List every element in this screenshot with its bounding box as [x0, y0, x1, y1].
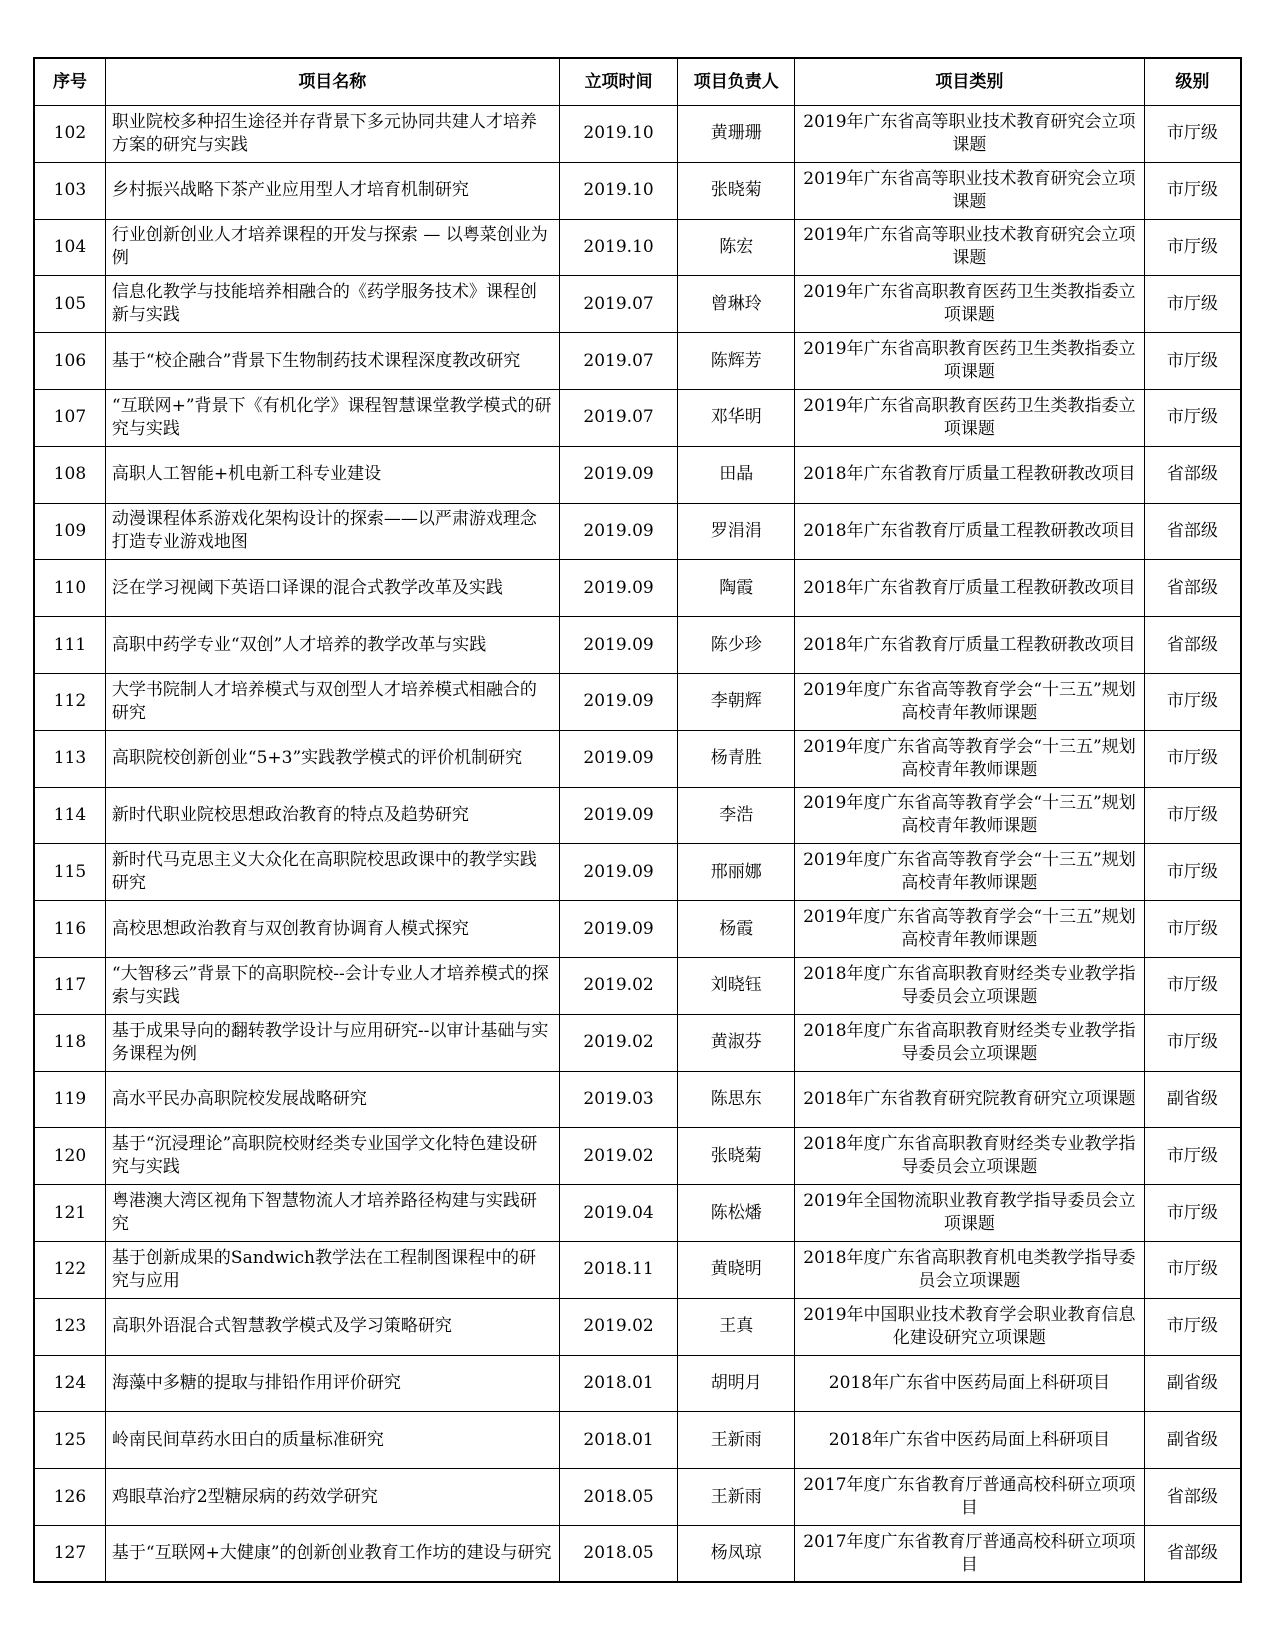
cell-category: 2019年中国职业技术教育学会职业教育信息化建设研究立项课题	[795, 1298, 1145, 1355]
cell-level: 省部级	[1144, 1525, 1241, 1582]
cell-date: 2019.09	[559, 730, 678, 787]
table-row	[34, 1128, 1241, 1185]
cell-leader: 张晓菊	[678, 1128, 795, 1185]
cell-date: 2019.02	[559, 1128, 678, 1185]
cell-leader: 李浩	[678, 787, 795, 844]
cell-seq: 127	[34, 1525, 105, 1582]
cell-level: 市厅级	[1144, 957, 1241, 1014]
cell-level: 省部级	[1144, 1469, 1241, 1526]
table-row	[34, 162, 1241, 219]
cell-seq: 122	[34, 1241, 105, 1298]
table-row	[34, 1525, 1241, 1582]
cell-date: 2019.02	[559, 1014, 678, 1071]
cell-level: 市厅级	[1144, 1298, 1241, 1355]
table-row	[34, 673, 1241, 730]
cell-category: 2019年广东省高等职业技术教育研究会立项课题	[795, 162, 1145, 219]
table-body	[34, 106, 1241, 1583]
cell-date: 2018.01	[559, 1412, 678, 1469]
cell-date: 2019.10	[559, 162, 678, 219]
cell-level: 市厅级	[1144, 389, 1241, 446]
cell-project-name: 高职外语混合式智慧教学模式及学习策略研究	[105, 1298, 559, 1355]
table-row	[34, 1241, 1241, 1298]
cell-leader: 杨霞	[678, 901, 795, 958]
cell-date: 2019.09	[559, 617, 678, 674]
cell-project-name: 新时代马克思主义大众化在高职院校思政课中的教学实践研究	[105, 844, 559, 901]
cell-category: 2019年广东省高职教育医药卫生类教指委立项课题	[795, 389, 1145, 446]
cell-level: 市厅级	[1144, 162, 1241, 219]
table-row	[34, 901, 1241, 958]
cell-level: 省部级	[1144, 503, 1241, 560]
cell-level: 市厅级	[1144, 1014, 1241, 1071]
cell-leader: 胡明月	[678, 1355, 795, 1412]
cell-category: 2018年广东省教育厅质量工程教研教改项目	[795, 503, 1145, 560]
cell-level: 市厅级	[1144, 333, 1241, 390]
cell-leader: 王新雨	[678, 1412, 795, 1469]
table-row	[34, 1014, 1241, 1071]
cell-seq: 115	[34, 844, 105, 901]
cell-seq: 116	[34, 901, 105, 958]
cell-category: 2019年广东省高职教育医药卫生类教指委立项课题	[795, 333, 1145, 390]
cell-category: 2018年广东省中医药局面上科研项目	[795, 1355, 1145, 1412]
cell-category: 2019年度广东省高等教育学会“十三五”规划高校青年教师课题	[795, 673, 1145, 730]
cell-leader: 陶霞	[678, 560, 795, 617]
cell-category: 2017年度广东省教育厅普通高校科研立项项目	[795, 1469, 1145, 1526]
cell-date: 2019.09	[559, 787, 678, 844]
cell-leader: 张晓菊	[678, 162, 795, 219]
cell-level: 市厅级	[1144, 673, 1241, 730]
cell-leader: 王真	[678, 1298, 795, 1355]
cell-category: 2018年度广东省高职教育财经类专业教学指导委员会立项课题	[795, 1128, 1145, 1185]
cell-project-name: 基于“互联网+大健康”的创新创业教育工作坊的建设与研究	[105, 1525, 559, 1582]
cell-seq: 117	[34, 957, 105, 1014]
cell-level: 副省级	[1144, 1412, 1241, 1469]
cell-date: 2019.03	[559, 1071, 678, 1128]
table-header-row	[34, 58, 1241, 106]
cell-category: 2018年广东省教育厅质量工程教研教改项目	[795, 446, 1145, 503]
cell-project-name: 信息化教学与技能培养相融合的《药学服务技术》课程创新与实践	[105, 276, 559, 333]
cell-project-name: 粤港澳大湾区视角下智慧物流人才培养路径构建与实践研究	[105, 1185, 559, 1242]
header-level: 级别	[1144, 58, 1241, 106]
cell-seq: 103	[34, 162, 105, 219]
cell-level: 市厅级	[1144, 1128, 1241, 1185]
cell-date: 2019.07	[559, 389, 678, 446]
cell-leader: 陈少珍	[678, 617, 795, 674]
cell-seq: 118	[34, 1014, 105, 1071]
cell-date: 2019.02	[559, 957, 678, 1014]
cell-category: 2018年度广东省高职教育财经类专业教学指导委员会立项课题	[795, 1014, 1145, 1071]
cell-category: 2019年广东省高职教育医药卫生类教指委立项课题	[795, 276, 1145, 333]
cell-seq: 104	[34, 219, 105, 276]
table-row	[34, 446, 1241, 503]
cell-seq: 109	[34, 503, 105, 560]
header-leader: 项目负责人	[678, 58, 795, 106]
cell-seq: 102	[34, 106, 105, 163]
cell-leader: 陈宏	[678, 219, 795, 276]
cell-level: 省部级	[1144, 560, 1241, 617]
cell-leader: 杨青胜	[678, 730, 795, 787]
cell-leader: 曾琳玲	[678, 276, 795, 333]
cell-leader: 陈思东	[678, 1071, 795, 1128]
cell-category: 2018年度广东省高职教育机电类教学指导委员会立项课题	[795, 1241, 1145, 1298]
header-date: 立项时间	[559, 58, 678, 106]
cell-leader: 王新雨	[678, 1469, 795, 1526]
cell-project-name: 基于成果导向的翻转教学设计与应用研究--以审计基础与实务课程为例	[105, 1014, 559, 1071]
table-row	[34, 389, 1241, 446]
cell-date: 2019.09	[559, 560, 678, 617]
cell-leader: 黄晓明	[678, 1241, 795, 1298]
header-name: 项目名称	[105, 58, 559, 106]
cell-leader: 陈松燔	[678, 1185, 795, 1242]
header-category: 项目类别	[795, 58, 1145, 106]
cell-leader: 杨凤琼	[678, 1525, 795, 1582]
table-row	[34, 957, 1241, 1014]
cell-level: 省部级	[1144, 617, 1241, 674]
cell-level: 市厅级	[1144, 106, 1241, 163]
cell-project-name: 泛在学习视阈下英语口译课的混合式教学改革及实践	[105, 560, 559, 617]
table-row	[34, 503, 1241, 560]
table-row	[34, 844, 1241, 901]
cell-seq: 110	[34, 560, 105, 617]
cell-project-name: 职业院校多种招生途径并存背景下多元协同共建人才培养方案的研究与实践	[105, 106, 559, 163]
cell-project-name: “大智移云”背景下的高职院校--会计专业人才培养模式的探索与实践	[105, 957, 559, 1014]
cell-date: 2019.09	[559, 446, 678, 503]
table-row	[34, 787, 1241, 844]
cell-category: 2019年度广东省高等教育学会“十三五”规划高校青年教师课题	[795, 844, 1145, 901]
table-row	[34, 219, 1241, 276]
cell-level: 市厅级	[1144, 730, 1241, 787]
cell-project-name: 高校思想政治教育与双创教育协调育人模式探究	[105, 901, 559, 958]
cell-leader: 邓华明	[678, 389, 795, 446]
cell-project-name: 高职中药学专业“双创”人才培养的教学改革与实践	[105, 617, 559, 674]
cell-category: 2019年度广东省高等教育学会“十三五”规划高校青年教师课题	[795, 901, 1145, 958]
cell-date: 2019.09	[559, 901, 678, 958]
cell-project-name: 新时代职业院校思想政治教育的特点及趋势研究	[105, 787, 559, 844]
cell-category: 2017年度广东省教育厅普通高校科研立项项目	[795, 1525, 1145, 1582]
cell-project-name: 大学书院制人才培养模式与双创型人才培养模式相融合的研究	[105, 673, 559, 730]
cell-project-name: 行业创新创业人才培养课程的开发与探索 — 以粤菜创业为例	[105, 219, 559, 276]
cell-seq: 108	[34, 446, 105, 503]
cell-seq: 112	[34, 673, 105, 730]
cell-category: 2018年广东省教育研究院教育研究立项课题	[795, 1071, 1145, 1128]
cell-leader: 罗涓涓	[678, 503, 795, 560]
cell-date: 2019.02	[559, 1298, 678, 1355]
cell-level: 市厅级	[1144, 1185, 1241, 1242]
cell-date: 2018.01	[559, 1355, 678, 1412]
cell-seq: 124	[34, 1355, 105, 1412]
cell-date: 2019.07	[559, 276, 678, 333]
cell-level: 副省级	[1144, 1355, 1241, 1412]
cell-seq: 114	[34, 787, 105, 844]
table-row	[34, 1185, 1241, 1242]
cell-seq: 111	[34, 617, 105, 674]
cell-date: 2019.09	[559, 503, 678, 560]
table-row	[34, 560, 1241, 617]
cell-seq: 113	[34, 730, 105, 787]
cell-category: 2019年广东省高等职业技术教育研究会立项课题	[795, 106, 1145, 163]
cell-project-name: 动漫课程体系游戏化架构设计的探索——以严肃游戏理念打造专业游戏地图	[105, 503, 559, 560]
cell-leader: 黄淑芬	[678, 1014, 795, 1071]
cell-project-name: 基于创新成果的Sandwich教学法在工程制图课程中的研究与应用	[105, 1241, 559, 1298]
table-row	[34, 1071, 1241, 1128]
cell-level: 省部级	[1144, 446, 1241, 503]
cell-level: 副省级	[1144, 1071, 1241, 1128]
cell-project-name: 基于“沉浸理论”高职院校财经类专业国学文化特色建设研究与实践	[105, 1128, 559, 1185]
cell-seq: 126	[34, 1469, 105, 1526]
table-row	[34, 1298, 1241, 1355]
cell-category: 2018年广东省教育厅质量工程教研教改项目	[795, 617, 1145, 674]
cell-project-name: 海藻中多糖的提取与排铅作用评价研究	[105, 1355, 559, 1412]
cell-leader: 邢丽娜	[678, 844, 795, 901]
table-row	[34, 333, 1241, 390]
cell-date: 2018.05	[559, 1525, 678, 1582]
cell-date: 2019.10	[559, 106, 678, 163]
cell-category: 2018年广东省教育厅质量工程教研教改项目	[795, 560, 1145, 617]
cell-level: 市厅级	[1144, 276, 1241, 333]
cell-category: 2019年度广东省高等教育学会“十三五”规划高校青年教师课题	[795, 787, 1145, 844]
cell-leader: 刘晓钰	[678, 957, 795, 1014]
cell-level: 市厅级	[1144, 844, 1241, 901]
cell-category: 2018年度广东省高职教育财经类专业教学指导委员会立项课题	[795, 957, 1145, 1014]
cell-leader: 黄珊珊	[678, 106, 795, 163]
table-row	[34, 106, 1241, 163]
cell-project-name: “互联网+”背景下《有机化学》课程智慧课堂教学模式的研究与实践	[105, 389, 559, 446]
cell-leader: 陈辉芳	[678, 333, 795, 390]
table-row	[34, 1412, 1241, 1469]
cell-seq: 123	[34, 1298, 105, 1355]
cell-leader: 田晶	[678, 446, 795, 503]
cell-project-name: 高职人工智能+机电新工科专业建设	[105, 446, 559, 503]
cell-project-name: 高职院校创新创业“5+3”实践教学模式的评价机制研究	[105, 730, 559, 787]
cell-level: 市厅级	[1144, 901, 1241, 958]
cell-project-name: 高水平民办高职院校发展战略研究	[105, 1071, 559, 1128]
cell-seq: 120	[34, 1128, 105, 1185]
cell-seq: 105	[34, 276, 105, 333]
cell-category: 2018年广东省中医药局面上科研项目	[795, 1412, 1145, 1469]
cell-project-name: 岭南民间草药水田白的质量标准研究	[105, 1412, 559, 1469]
cell-date: 2018.11	[559, 1241, 678, 1298]
cell-date: 2018.05	[559, 1469, 678, 1526]
cell-date: 2019.09	[559, 673, 678, 730]
cell-project-name: 乡村振兴战略下茶产业应用型人才培育机制研究	[105, 162, 559, 219]
table-row	[34, 1355, 1241, 1412]
cell-category: 2019年广东省高等职业技术教育研究会立项课题	[795, 219, 1145, 276]
cell-category: 2019年度广东省高等教育学会“十三五”规划高校青年教师课题	[795, 730, 1145, 787]
project-table	[33, 57, 1242, 1583]
cell-seq: 107	[34, 389, 105, 446]
cell-date: 2019.10	[559, 219, 678, 276]
cell-date: 2019.04	[559, 1185, 678, 1242]
cell-seq: 121	[34, 1185, 105, 1242]
cell-date: 2019.07	[559, 333, 678, 390]
table-row	[34, 276, 1241, 333]
cell-level: 市厅级	[1144, 1241, 1241, 1298]
cell-project-name: 基于“校企融合”背景下生物制药技术课程深度教改研究	[105, 333, 559, 390]
cell-level: 市厅级	[1144, 787, 1241, 844]
cell-date: 2019.09	[559, 844, 678, 901]
table-row	[34, 730, 1241, 787]
header-seq: 序号	[34, 58, 105, 106]
table-row	[34, 617, 1241, 674]
cell-project-name: 鸡眼草治疗2型糖尿病的药效学研究	[105, 1469, 559, 1526]
cell-level: 市厅级	[1144, 219, 1241, 276]
cell-seq: 119	[34, 1071, 105, 1128]
cell-leader: 李朝辉	[678, 673, 795, 730]
cell-category: 2019年全国物流职业教育教学指导委员会立项课题	[795, 1185, 1145, 1242]
cell-seq: 125	[34, 1412, 105, 1469]
table-row	[34, 1469, 1241, 1526]
cell-seq: 106	[34, 333, 105, 390]
